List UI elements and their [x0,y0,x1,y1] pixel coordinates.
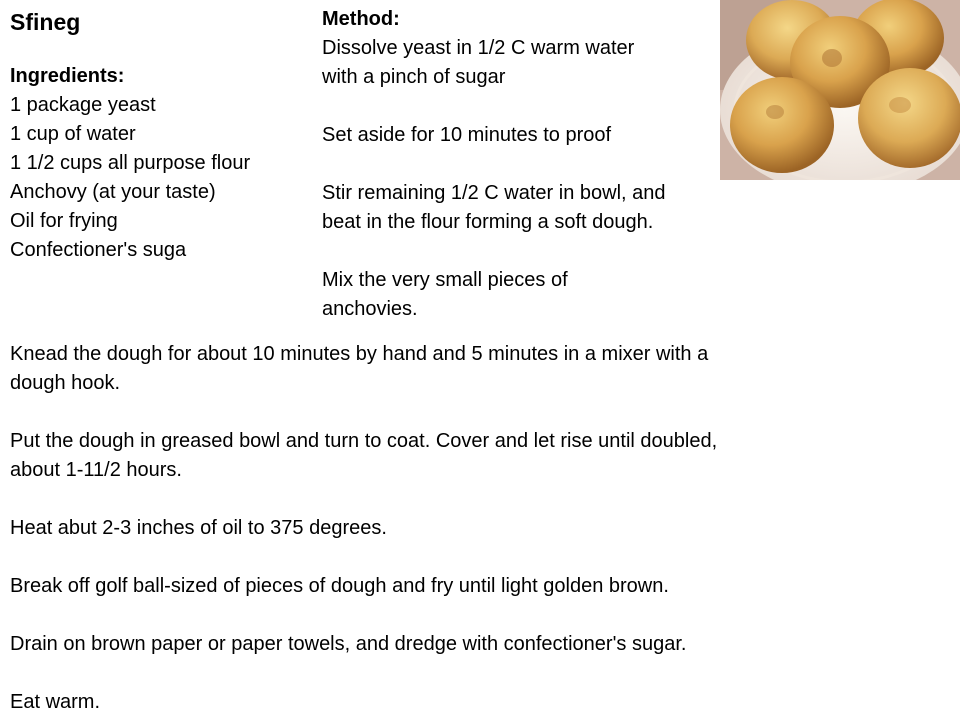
step-line: Drain on brown paper or paper towels, and dredge with confectioner's sugar. [10,633,687,655]
ingredients-heading: Ingredients: [10,65,125,87]
step-spacer [10,659,950,688]
method-line: Mix the very small pieces of [322,269,568,291]
step-spacer [10,398,950,427]
ingredients-section [10,62,315,265]
step-spacer [10,543,950,572]
step-line: dough hook. [10,372,121,394]
step-spacer [10,485,950,514]
method-heading: Method: [322,8,400,30]
ingredient-item: Oil for frying [10,210,118,232]
method-spacer [322,237,742,266]
step-line: Knead the dough for about 10 minutes by hand and 5 minutes in a mixer with a [10,343,709,365]
fried-dough-balls-illustration [720,0,960,180]
method-line: beat in the flour forming a soft dough. [322,211,654,233]
step-spacer [10,601,950,630]
ingredient-item: Anchovy (at your taste) [10,181,216,203]
method-line: Set aside for 10 minutes to proof [322,124,612,146]
ingredient-item: Confectioner's suga [10,239,187,261]
method-line: anchovies. [322,298,418,320]
ingredient-item: 1 package yeast [10,94,156,116]
recipe-title: Sfineg [10,9,81,35]
ingredient-item: 1 1/2 cups all purpose flour [10,152,251,174]
method-spacer [322,92,742,121]
method-line: Dissolve yeast in 1/2 C warm water [322,37,635,59]
method-line: with a pinch of sugar [322,66,506,88]
method-section [322,5,742,324]
step-line: about 1-11/2 hours. [10,459,182,481]
step-line: Heat abut 2-3 inches of oil to 375 degrees. [10,517,387,539]
ingredient-item: 1 cup of water [10,123,136,145]
steps-section [10,340,950,717]
step-line: Break off golf ball-sized of pieces of dough and fry until light golden brown. [10,575,669,597]
step-line: Put the dough in greased bowl and turn to coat. Cover and let rise until doubled, [10,430,718,452]
sfineg-photo [720,0,960,180]
method-spacer [322,150,742,179]
step-line: Eat warm. [10,691,101,713]
method-line: Stir remaining 1/2 C water in bowl, and [322,182,666,204]
